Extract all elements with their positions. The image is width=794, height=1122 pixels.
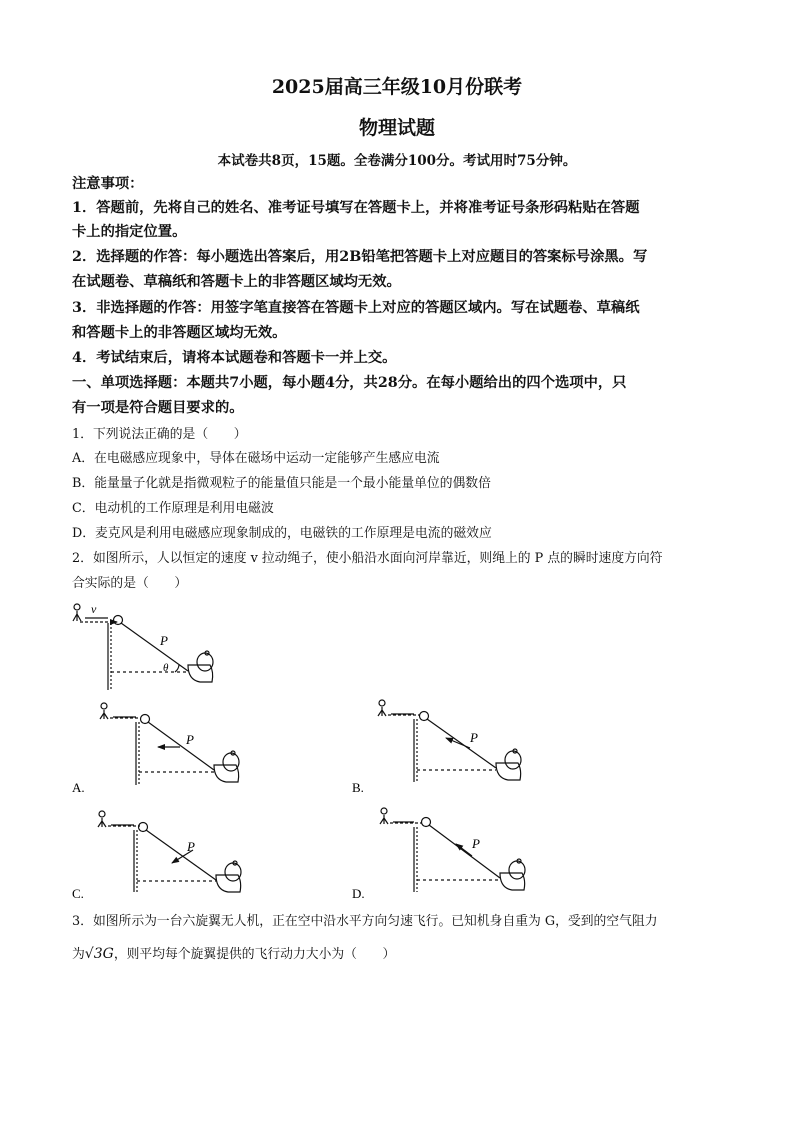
fig-main-theta-label: θ (163, 662, 169, 674)
q1-option-b: B．能量量子化就是指微观粒子的能量值只能是一个最小能量单位的偶数倍 (72, 476, 491, 491)
q2-main-figure (73, 604, 213, 690)
q2-figure-a (100, 703, 239, 785)
q2-option-a-label: A. (72, 780, 85, 795)
q2-option-c-label: C. (72, 886, 84, 901)
note-2-line-2: 在试题卷、草稿纸和答题卡上的非答题区域均无效。 (72, 274, 401, 290)
note-1-line-2: 卡上的指定位置。 (72, 224, 187, 240)
q2-figure-b (378, 700, 521, 782)
note-1-line-1: 1．答题前，先将自己的姓名、准考证号填写在答题卡上，并将准考证号条形码粘贴在答题 (72, 200, 640, 216)
notes-heading: 注意事项： (72, 176, 144, 192)
q3-stem-line-1: 3．如图所示为一台六旋翼无人机，正在空中沿水平方向匀速飞行。已知机身自重为 G，受到的空气阻力 (72, 914, 658, 929)
q2-figure-c (98, 811, 241, 892)
q1-option-d: D．麦克风是利用电磁感应现象制成的，电磁铁的工作原理是电流的磁效应 (72, 526, 492, 541)
fig-b-p-label: P (470, 730, 478, 745)
q2-stem-line-2: 合实际的是（ ） (72, 576, 188, 591)
note-3-line-1: 3．非选择题的作答：用签字笔直接答在答题卡上对应的答题区域内。写在试题卷、草稿纸 (72, 300, 640, 316)
q2-option-b-label: B. (352, 780, 364, 795)
note-3-line-2: 和答题卡上的非答题区域均无效。 (72, 325, 287, 341)
q3-sqrt3g: √3G (84, 946, 114, 962)
subject-title: 物理试题 (358, 117, 435, 139)
fig-d-p-label: P (472, 836, 480, 851)
section1-heading-line-1: 一、单项选择题：本题共7小题，每小题4分，共28分。在每小题给出的四个选项中，只 (72, 375, 627, 391)
q3-stem-pre: 为 (72, 947, 85, 962)
q2-option-d-label: D. (352, 886, 365, 901)
note-2-line-1: 2．选择题的作答：每小题选出答案后，用2B铅笔把答题卡上对应题目的答案标号涂黑。写 (72, 249, 648, 265)
fig-a-p-label: P (186, 732, 194, 747)
q1-option-c: C．电动机的工作原理是利用电磁波 (72, 501, 274, 516)
section1-heading-line-2: 有一项是符合题目要求的。 (72, 400, 244, 416)
fig-main-p-label: P (160, 633, 168, 648)
fig-c-p-label: P (187, 839, 195, 854)
q1-option-a: A．在电磁感应现象中，导体在磁场中运动一定能够产生感应电流 (72, 451, 440, 466)
q2-stem-line-1: 2．如图所示，人以恒定的速度 v 拉动绳子，使小船沿水面向河岸靠近，则绳上的 P 点的瞬时速度方向符 (72, 551, 663, 566)
fig-main-v-label: v (91, 602, 97, 616)
q3-stem-post: ，则平均每个旋翼提供的飞行动力大小为（ ） (113, 947, 396, 962)
note-4: 4．考试结束后，请将本试题卷和答题卡一并上交。 (72, 350, 397, 366)
q2-figure-d (380, 808, 525, 892)
exam-meta: 本试卷共8页，15题。全卷满分100分。考试用时75分钟。 (217, 153, 577, 169)
q1-stem: 1．下列说法正确的是（ ） (72, 427, 247, 442)
q3-stem-line-2 (72, 943, 395, 962)
exam-title: 2025届高三年级10月份联考 (271, 76, 523, 98)
